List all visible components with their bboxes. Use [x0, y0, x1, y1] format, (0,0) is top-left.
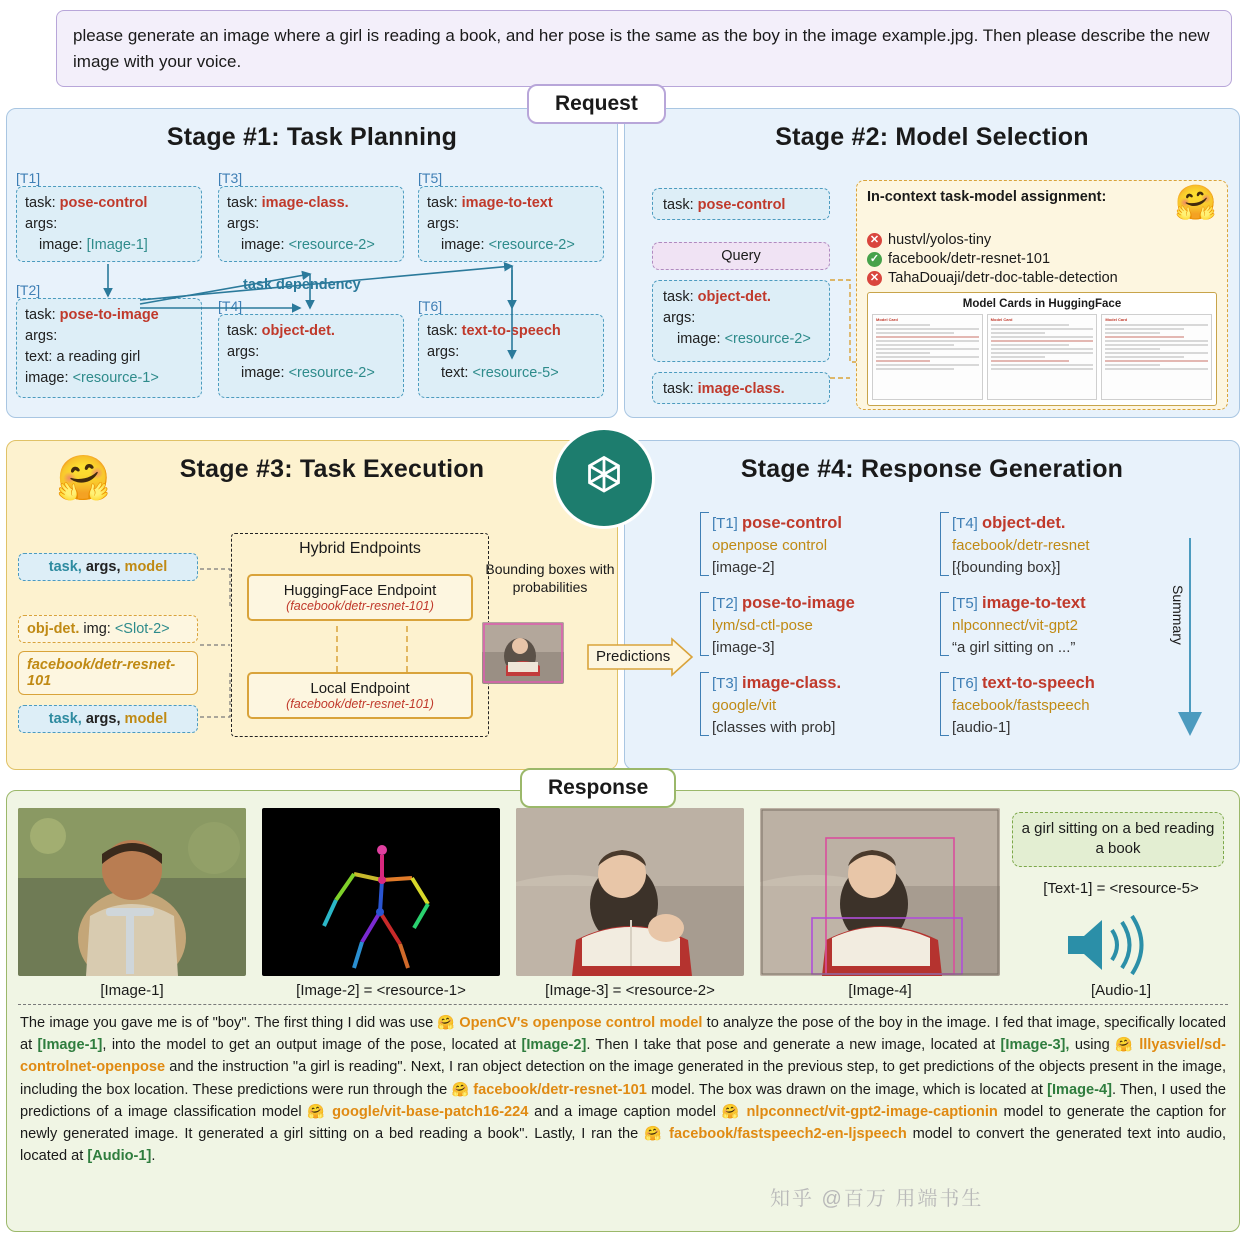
bracket-t6	[940, 672, 949, 736]
text-segment: model to convert the generated text into audio, located at	[20, 1125, 1226, 1165]
task-name: image-to-text	[461, 195, 553, 211]
field-value: <resource-1>	[72, 370, 159, 387]
user-prompt: please generate an image where a girl is reading a book, and her pose is the same as the boy in the image example.jpg. Then please describe the new image with your voice.	[56, 10, 1232, 87]
task-name: image-class.	[697, 381, 785, 397]
field-value: <resource-5>	[472, 365, 559, 382]
stage2-task-image-class	[652, 372, 830, 404]
result-t1	[712, 512, 912, 578]
text-segment: and the instruction "a girl is reading". Next, I ran object detection on the image generated in the previous step, to get predictions of the objects present in the image, including the box location. These predictions were run through the	[20, 1059, 1226, 1098]
image-3-girl-reading	[516, 808, 744, 976]
bounding-box-label: Bounding boxes with probabilities	[485, 561, 615, 596]
bracket-t4	[940, 512, 949, 576]
args-label: args:	[427, 216, 460, 233]
result-output: [{bounding box}]	[952, 558, 1061, 576]
task-card-t2: task: pose-to-image args: text: a reading girl image: <resource-1>	[16, 298, 202, 398]
task-card-t3: task: image-class. args: image: <resource-2>	[218, 186, 404, 262]
task-card-t5: task: image-to-text args: image: <resource-2>	[418, 186, 604, 262]
request-label: Request	[527, 84, 666, 124]
task-name: object-det.	[261, 323, 335, 339]
endpoint-model: (facebook/detr-resnet-101)	[286, 599, 434, 613]
text-segment: [Audio-1]	[87, 1148, 152, 1165]
task-card-t6: task: text-to-speech args: text: <resource-5>	[418, 314, 604, 398]
text-segment: 🤗	[1115, 1036, 1134, 1053]
status-good-icon: ✓	[867, 252, 882, 267]
caption-audio-1: [Audio-1]	[1090, 982, 1152, 999]
text-segment: OpenCV's openpose control model	[455, 1015, 703, 1031]
field-value: [Image-1]	[86, 237, 148, 254]
openai-logo-icon	[553, 427, 655, 529]
result-model: facebook/fastspeech	[952, 697, 1090, 715]
model-card-thumb: Model Card	[872, 314, 983, 400]
result-id: [T4]	[952, 515, 978, 532]
result-id: [T1]	[712, 515, 738, 532]
text-segment: 🤗	[721, 1102, 741, 1119]
stage-3-title: Stage #3: Task Execution	[179, 455, 485, 483]
text-segment: facebook/fastspeech2-en-ljspeech	[663, 1125, 907, 1142]
slot-model: model	[124, 711, 168, 727]
slot-args: args,	[85, 559, 121, 575]
model-name: facebook/detr-resnet-101	[888, 251, 1051, 267]
huggingface-icon: 🤗	[56, 454, 111, 503]
field-value: a reading girl	[56, 349, 141, 366]
task-id-t3: [T3]	[218, 170, 243, 186]
text-segment: 🤗	[437, 1014, 456, 1030]
field-value: <resource-2>	[288, 237, 375, 254]
model-row	[867, 232, 1217, 248]
slot-task: obj-det.	[27, 621, 80, 637]
field-value: <resource-2>	[488, 237, 575, 254]
task-id-t4: [T4]	[218, 298, 243, 314]
result-t5	[952, 592, 1172, 658]
detection-thumbnail	[482, 622, 564, 684]
text-segment: lllyasviel/sd-controlnet-openpose	[20, 1037, 1227, 1076]
bracket-t5	[940, 592, 949, 656]
args-label: args:	[663, 310, 696, 327]
task-card-t4: task: object-det. args: image: <resource-2>	[218, 314, 404, 398]
field-key: image:	[241, 237, 285, 254]
task-label: task:	[663, 381, 694, 397]
huggingface-icon: 🤗	[1174, 184, 1217, 222]
slot-task: task,	[48, 559, 82, 575]
slot-objdet-img	[18, 615, 198, 643]
bracket-t3	[700, 672, 709, 736]
result-model: nlpconnect/vit-gpt2	[952, 617, 1078, 635]
result-id: [T6]	[952, 675, 978, 692]
task-name: image-class.	[261, 195, 349, 211]
args-label: args:	[25, 328, 58, 345]
stage2-task-object-det	[652, 280, 830, 362]
result-model: openpose control	[712, 537, 828, 555]
response-label: Response	[520, 768, 676, 808]
text-segment: [Image-3],	[1000, 1037, 1070, 1054]
result-t6	[952, 672, 1172, 738]
bracket-t1	[700, 512, 709, 576]
slot-model-name	[18, 651, 198, 695]
args-label: args:	[25, 216, 58, 233]
args-label: args:	[227, 216, 260, 233]
task-id-t2: [T2]	[16, 282, 41, 298]
in-context-assignment-box	[856, 180, 1228, 410]
slot-task-args-model-1	[18, 553, 198, 581]
result-output: “a girl sitting on ...”	[952, 638, 1076, 656]
model-cards-box	[867, 292, 1217, 406]
task-name: text-to-speech	[461, 323, 561, 339]
bracket-t2	[700, 592, 709, 656]
field-key: image:	[677, 331, 721, 348]
caption-image-3: [Image-3] = <resource-2>	[545, 982, 715, 999]
result-task: image-to-text	[982, 594, 1086, 612]
stage-2-title: Stage #2: Model Selection	[775, 123, 1089, 151]
caption-image-2: [Image-2] = <resource-1>	[296, 982, 466, 999]
text-segment: 🤗	[644, 1124, 664, 1141]
field-value: <resource-2>	[724, 331, 811, 348]
task-id-t6: [T6]	[418, 298, 443, 314]
endpoint-name: Local Endpoint	[310, 680, 410, 697]
task-name: pose-to-image	[59, 307, 159, 323]
model-cards-title: Model Cards in HuggingFace	[962, 298, 1122, 310]
text-segment: model to generate the caption for newly generated image. It generated a girl sitting on a bed reading a book". Lastly, I ran the	[20, 1103, 1226, 1142]
slot-args-value: <Slot-2>	[114, 621, 170, 637]
slot-args: args,	[85, 711, 121, 727]
text-segment: model. The box was drawn on the image, which is located at	[646, 1081, 1048, 1098]
image-4-detection	[760, 808, 1000, 976]
summary-label: Summary	[1170, 585, 1186, 645]
model-name: hustvl/yolos-tiny	[888, 232, 992, 248]
text-segment: [Image-4]	[1047, 1081, 1112, 1098]
result-t3	[712, 672, 922, 738]
model-name: TahaDouaji/detr-doc-table-detection	[888, 270, 1118, 286]
result-output: [image-2]	[712, 558, 775, 576]
text-segment: google/vit-base-patch16-224	[326, 1103, 529, 1120]
caption-text-bubble: a girl sitting on a bed reading a book	[1012, 812, 1224, 867]
assignment-title: In-context task-model assignment:	[867, 189, 1107, 205]
status-bad-icon: ✕	[867, 271, 882, 286]
result-output: [audio-1]	[952, 718, 1011, 736]
result-output: [image-3]	[712, 638, 775, 656]
text-segment: , into the model to get an output image of the pose, located at	[102, 1037, 522, 1054]
query-label: Query	[721, 248, 761, 264]
result-id: [T2]	[712, 595, 738, 612]
slot-task-args-model-2	[18, 705, 198, 733]
text-resource-label: [Text-1] = <resource-5>	[1043, 880, 1199, 897]
task-label: task:	[663, 197, 694, 213]
result-model: lym/sd-ctl-pose	[712, 617, 813, 635]
result-model: google/vit	[712, 697, 777, 715]
slot-task: task,	[48, 711, 82, 727]
text-segment: [Image-2]	[521, 1037, 587, 1054]
result-model: facebook/detr-resnet	[952, 537, 1090, 555]
caption-image-1: [Image-1]	[100, 982, 164, 999]
text-segment: 🤗	[451, 1080, 470, 1097]
field-key: image:	[25, 370, 69, 387]
model-row	[867, 251, 1217, 267]
task-dependency-label: task dependency	[243, 277, 361, 293]
endpoint-model: (facebook/detr-resnet-101)	[286, 697, 434, 711]
result-t2	[712, 592, 912, 658]
stage-4-title: Stage #4: Response Generation	[740, 455, 1124, 483]
result-task: pose-control	[742, 514, 842, 532]
result-output: [classes with prob]	[712, 718, 836, 736]
endpoint-name: HuggingFace Endpoint	[283, 582, 437, 599]
task-label: task:	[663, 289, 694, 305]
result-id: [T5]	[952, 595, 978, 612]
result-task: image-class.	[742, 674, 842, 692]
task-card-t1: task: pose-control args: image: [Image-1]	[16, 186, 202, 262]
text-segment: and a image caption model	[528, 1103, 722, 1120]
task-id-t1: [T1]	[16, 170, 41, 186]
text-segment: . Then I take that pose and generate a new image, located at	[586, 1037, 1001, 1054]
field-key: image:	[241, 365, 285, 382]
result-task: pose-to-image	[742, 594, 855, 612]
slot-args-key: img:	[83, 621, 111, 637]
result-task: text-to-speech	[982, 674, 1095, 692]
image-1-boy	[18, 808, 246, 976]
image-2-pose	[262, 808, 500, 976]
text-segment: [Image-1]	[37, 1037, 103, 1054]
text-segment: using	[1069, 1037, 1116, 1054]
args-label: args:	[227, 344, 260, 361]
text-segment: .	[151, 1148, 156, 1165]
field-key: image:	[39, 237, 83, 254]
caption-image-4: [Image-4]	[848, 982, 912, 999]
result-id: [T3]	[712, 675, 738, 692]
field-key: image:	[441, 237, 485, 254]
text-segment: facebook/detr-resnet-101	[469, 1081, 647, 1098]
stage2-query-box	[652, 242, 830, 270]
field-value: <resource-2>	[288, 365, 375, 382]
task-name: object-det.	[697, 289, 771, 305]
status-bad-icon: ✕	[867, 233, 882, 248]
stage2-task-pose-control	[652, 188, 830, 220]
local-endpoint	[247, 672, 473, 719]
model-row	[867, 270, 1217, 286]
text-segment: to analyze the pose of the boy in the image. I fed that image, specifically located at	[20, 1015, 1226, 1054]
final-explanation-text	[20, 1012, 1226, 1167]
model-name: facebook/detr-resnet-101	[27, 657, 176, 689]
field-key: text:	[441, 365, 469, 382]
task-name: pose-control	[697, 197, 786, 213]
result-task: object-det.	[982, 514, 1066, 532]
result-t4	[952, 512, 1172, 578]
task-id-t5: [T5]	[418, 170, 443, 186]
args-label: args:	[427, 344, 460, 361]
text-segment: The image you gave me is of "boy". The first thing I did was use	[20, 1015, 438, 1031]
task-name: pose-control	[59, 195, 148, 211]
field-key: text:	[25, 349, 53, 366]
hybrid-endpoints-title: Hybrid Endpoints	[299, 540, 421, 557]
predictions-label: Predictions	[596, 648, 671, 665]
slot-model: model	[124, 559, 168, 575]
model-card-thumb: Model Card	[1101, 314, 1212, 400]
speaker-icon	[1062, 912, 1152, 978]
watermark: 知乎 @百万 用端书生	[770, 1188, 984, 1210]
stage-1-title: Stage #1: Task Planning	[166, 123, 458, 151]
section-divider	[18, 1004, 1228, 1005]
model-card-thumb: Model Card	[987, 314, 1098, 400]
huggingface-endpoint	[247, 574, 473, 621]
text-segment: 🤗	[307, 1102, 327, 1119]
text-segment: . Then, I used the predictions of a image classification model	[20, 1081, 1226, 1120]
text-segment: nlpconnect/vit-gpt2-image-captionin	[740, 1103, 998, 1120]
